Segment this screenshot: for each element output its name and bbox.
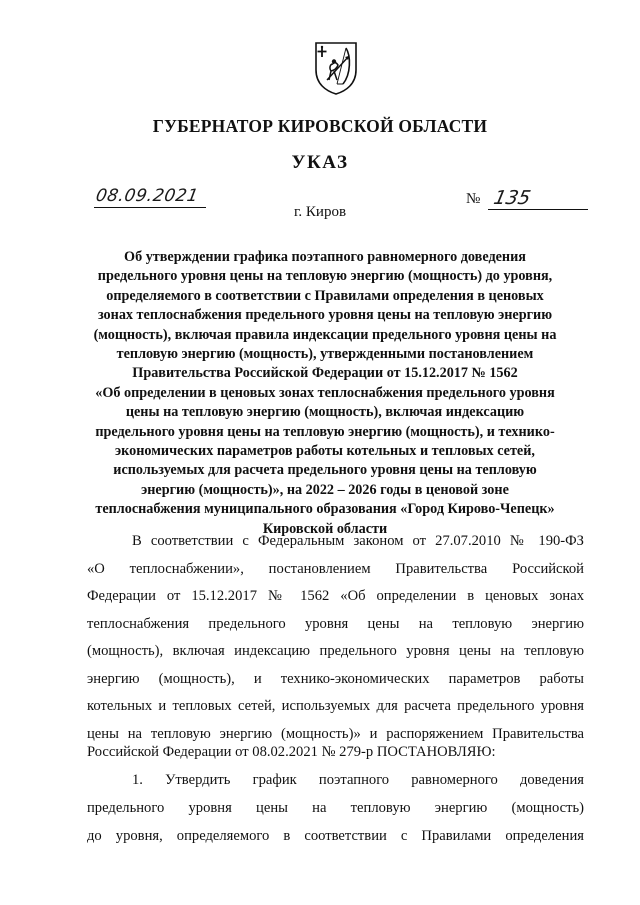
title-line: (мощность), включая правила индексации предельного уровня цены на	[93, 326, 557, 343]
title-line: энергию (мощность)», на 2022 – 2026 годы в ценовой зоне	[141, 481, 509, 498]
handwritten-date: 08.09.2021	[94, 186, 201, 206]
title-line: предельного уровня цены на тепловую энергию (мощность) до уровня,	[97, 268, 553, 285]
body-line: цены на тепловую энергию (мощность)» и распоряжением Правительства	[87, 726, 584, 742]
title-line: предельного уровня цены на тепловую энергию (мощность), и технико-	[95, 423, 555, 440]
title-line: «Об определении в ценовых зонах теплоснабжения предельного уровня	[95, 384, 555, 401]
decree-title	[80, 248, 570, 539]
title-line: определяемого в соответствии с Правилами определения в ценовых	[106, 287, 544, 304]
body-line: Российской Федерации от 08.02.2021 № 279-р ПОСТАНОВЛЯЮ:	[87, 744, 496, 760]
body-line: Федерации от 15.12.2017 № 1562 «Об определении в ценовых зонах	[87, 588, 584, 604]
title-line: экономических параметров работы котельных и тепловых сетей,	[115, 443, 535, 460]
document-type: УКАЗ	[291, 152, 349, 173]
title-line: зонах теплоснабжения предельного уровня цены на тепловую энергию	[97, 307, 553, 324]
title-line: используемых для расчета предельного уровня цены на тепловую	[113, 462, 537, 479]
title-line: тепловую энергию (мощность), утвержденными постановлением	[116, 346, 534, 363]
body-line: котельных и тепловых сетей, используемых для расчета предельного уровня	[87, 698, 584, 714]
title-line: теплоснабжения муниципального образования «Город Кирово-Чепецк»	[95, 501, 555, 518]
number-sign: №	[466, 191, 481, 207]
body-line: «О теплоснабжении», постановлением Правительства Российской	[87, 561, 584, 577]
kirov-coat-of-arms-icon	[313, 40, 359, 96]
body-line: (мощность), включая индексацию предельного уровня цены на тепловую	[87, 643, 584, 659]
title-line: Об утверждении графика поэтапного равномерного доведения	[124, 249, 526, 265]
title-line: Правительства Российской Федерации от 15.12.2017 № 1562	[132, 365, 518, 382]
body-line: до уровня, определяемого в соответствии с Правилами определения	[87, 828, 584, 844]
city: г. Киров	[293, 204, 347, 220]
body-line: В соответствии с Федеральным законом от 27.07.2010 № 190-ФЗ	[132, 533, 584, 549]
body-line: предельного уровня цены на тепловую энергию (мощность)	[87, 800, 584, 816]
title-line: цены на тепловую энергию (мощность), включая индексацию	[125, 404, 525, 421]
body-line: 1. Утвердить график поэтапного равномерного доведения	[132, 772, 584, 788]
handwritten-number: 135	[491, 187, 533, 209]
issuer-title: ГУБЕРНАТОР КИРОВСКОЙ ОБЛАСТИ	[152, 116, 488, 136]
body-line: энергию (мощность), и технико-экономических параметров работы	[87, 671, 584, 687]
title-line: Кировской области	[262, 520, 388, 537]
body-line: теплоснабжения предельного уровня цены на тепловую энергию	[87, 616, 584, 632]
